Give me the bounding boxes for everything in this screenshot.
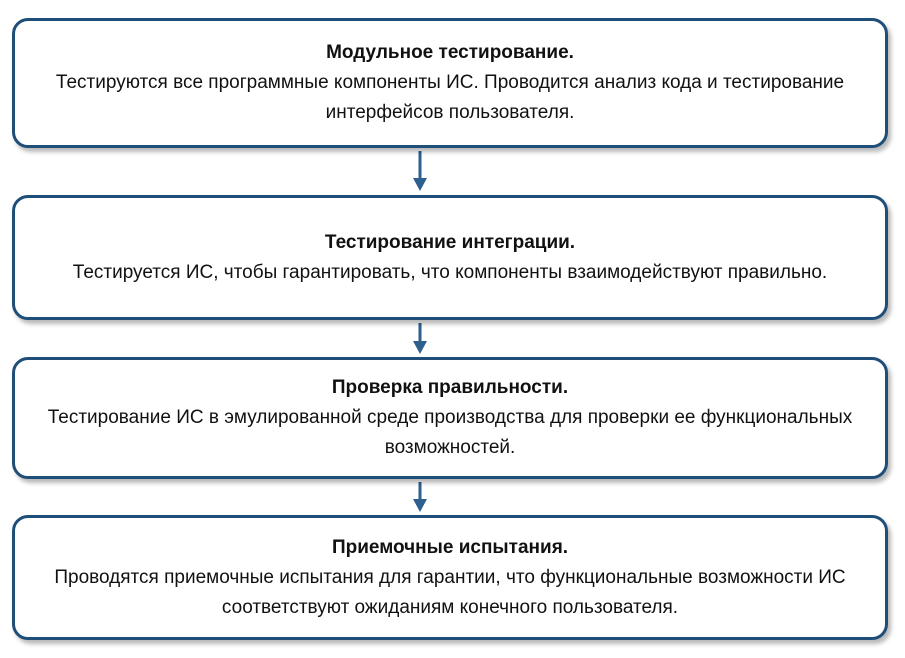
step-box-integration-testing: [12, 195, 888, 320]
step-title: Приемочные испытания.: [331, 536, 569, 558]
arrow-1-to-2: [413, 151, 427, 191]
step-box-unit-testing: [12, 18, 888, 148]
step-box-validation: [12, 357, 888, 479]
step-description: Тестируется ИС, чтобы гарантировать, что компоненты взаимодействуют правильно.: [72, 261, 828, 283]
step-description: Тестирование ИС в эмулированной среде производства для проверки ее функциональных возможностей.: [47, 407, 853, 458]
arrow-2-to-3: [413, 323, 427, 354]
step-box-acceptance-testing: [12, 515, 888, 640]
step-title: Модульное тестирование.: [326, 42, 574, 63]
step-description: Проводятся приемочные испытания для гарантии, что функциональные возможности ИС соответствуют ожиданиям конечного пользователя.: [54, 566, 846, 618]
step-title: Проверка правильности.: [331, 377, 569, 398]
arrow-3-to-4: [413, 482, 427, 512]
step-description: Тестируются все программные компоненты ИС. Проводится анализ кода и тестирование интерфейсов пользователя.: [55, 72, 845, 123]
step-title: Тестирование интеграции.: [324, 231, 576, 253]
